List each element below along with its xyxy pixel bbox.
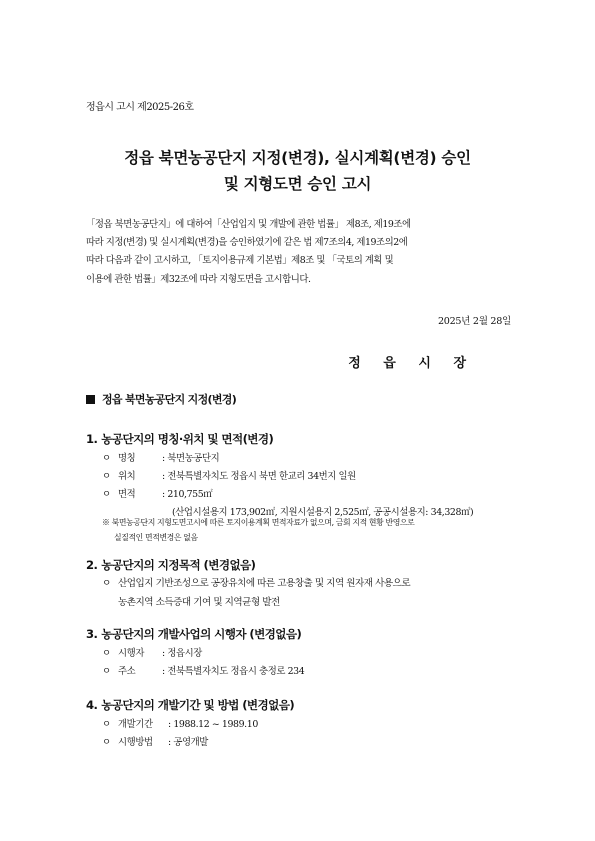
heading-3 <box>86 626 301 642</box>
name-label: 명칭 <box>118 453 136 464</box>
row-address <box>102 663 304 677</box>
circle-bullet-icon: ㅇ <box>102 453 111 464</box>
heading-3-number: 3. <box>86 627 98 641</box>
circle-bullet-icon: ㅇ <box>102 471 111 482</box>
square-bullet-icon <box>86 395 95 404</box>
heading-2-text: 농공단지의 지정목적 (변경없음) <box>101 558 256 572</box>
intro-line: 「정읍 북면농공단지」에 대하여「산업입지 및 개발에 관한 법률」 제8조, 제19조에 <box>86 219 411 230</box>
section-heading <box>86 391 236 407</box>
row-operator <box>102 645 202 659</box>
location-label: 위치 <box>118 471 136 482</box>
intro-line: 따라 다음과 같이 고시하고, 「토지이용규제 기본법」제8조 및 「국토의 계획 및 <box>86 255 394 267</box>
notice-date: 2025년 2월 28일 <box>437 316 511 327</box>
area-value: : 210,755㎡ <box>162 489 213 500</box>
note-line: 실질적인 면적변경은 없음 <box>114 533 198 542</box>
purpose-paragraph <box>102 574 520 612</box>
operator-value: : 정읍시장 <box>162 648 202 659</box>
section-heading-text: 정읍 북면농공단지 지정(변경) <box>102 393 237 406</box>
heading-1 <box>86 431 273 447</box>
circle-bullet-icon: ㅇ <box>102 648 111 659</box>
note-line: ※ 북면농공단지 지형도면고시에 따른 토지이용계획 면적자료가 없으며, 금회 지적 현황 반영으로 <box>102 518 415 527</box>
heading-1-number: 1. <box>86 432 98 446</box>
intro-line: 따라 지정(변경) 및 실시계획(변경)을 승인하였기에 같은 법 제7조의4, 제19조의2에 <box>86 237 408 249</box>
row-name <box>102 450 219 464</box>
circle-bullet-icon: ㅇ <box>102 489 111 500</box>
heading-3-text: 농공단지의 개발사업의 시행자 (변경없음) <box>101 627 302 641</box>
row-period <box>102 716 258 730</box>
row-area <box>102 486 212 500</box>
area-note <box>102 515 522 545</box>
heading-4-number: 4. <box>86 698 98 712</box>
purpose-line: 농촌지역 소득증대 기여 및 지역균형 발전 <box>118 597 280 608</box>
operator-label: 시행자 <box>118 648 145 659</box>
name-value: : 북면농공단지 <box>162 453 220 464</box>
area-detail: (산업시설용지 173,902㎡, 지원시설용지 2,525㎡, 공공시설용지: 34,328㎡) <box>172 507 474 518</box>
address-label: 주소 <box>118 666 136 677</box>
period-label: 개발기간 <box>118 719 153 730</box>
row-method <box>102 734 208 748</box>
heading-4-text: 농공단지의 개발기간 및 방법 (변경없음) <box>101 698 295 712</box>
period-value: : 1988.12 ~ 1989.10 <box>168 719 258 730</box>
circle-bullet-icon: ㅇ <box>102 666 111 677</box>
circle-bullet-icon: ㅇ <box>102 737 111 748</box>
area-label: 면적 <box>118 489 136 500</box>
heading-4 <box>86 697 294 713</box>
circle-bullet-icon: ㅇ <box>102 578 111 589</box>
title-line-1: 정읍 북면농공단지 지정(변경), 실시계획(변경) 승인 <box>124 149 471 167</box>
title-line-2: 및 지형도면 승인 고시 <box>223 175 372 193</box>
notice-number: 정읍시 고시 제2025-26호 <box>86 102 194 113</box>
method-value: : 공영개발 <box>168 737 208 748</box>
purpose-line: ㅇ 산업입지 기반조성으로 공장유치에 따른 고용창출 및 지역 원자재 사용으로 <box>102 574 520 593</box>
location-value: : 전북특별자치도 정읍시 북면 한교리 34번지 일원 <box>162 471 356 482</box>
issuer-name: 정 읍 시 장 <box>348 356 475 371</box>
row-location <box>102 468 356 482</box>
heading-1-text: 농공단지의 명칭·위치 및 면적(변경) <box>101 432 274 446</box>
intro-line: 이용에 관한 법률」제32조에 따라 지형도면을 고시합니다. <box>86 273 311 285</box>
method-label: 시행방법 <box>118 737 153 748</box>
address-value: : 전북특별자치도 정읍시 충정로 234 <box>162 666 305 677</box>
heading-2-number: 2. <box>86 558 98 572</box>
circle-bullet-icon: ㅇ <box>102 719 111 730</box>
intro-paragraph <box>86 216 511 289</box>
heading-2 <box>86 557 255 573</box>
